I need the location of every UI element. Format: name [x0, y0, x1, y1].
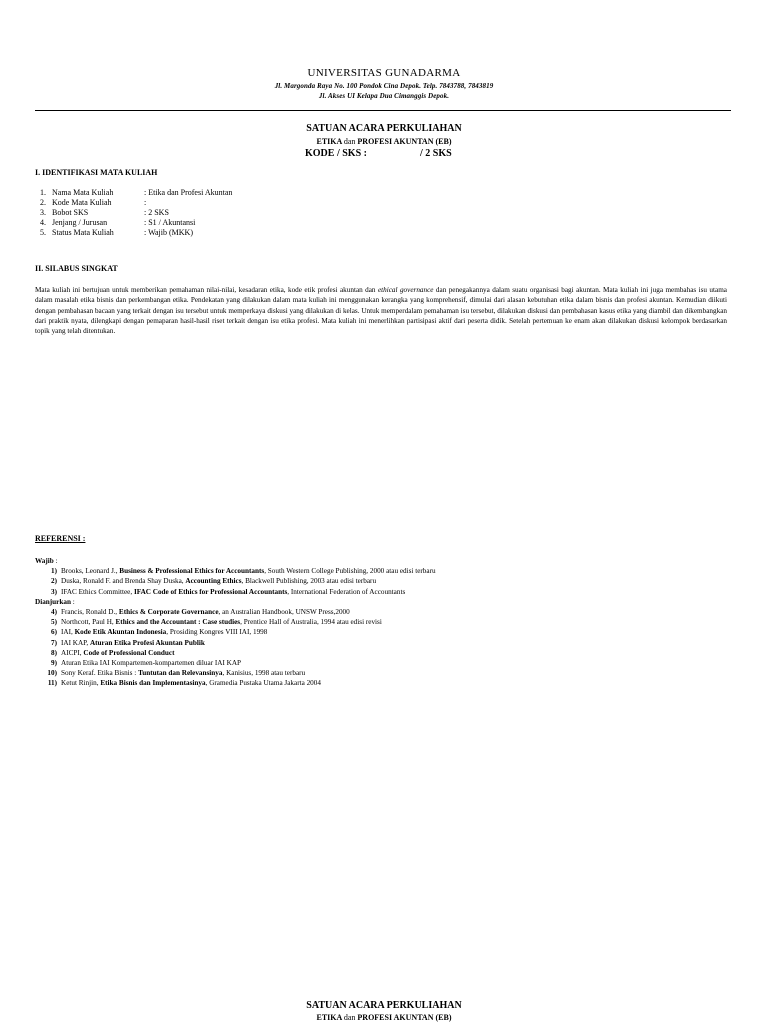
row-value: : S1 / Akuntansi	[144, 218, 196, 227]
footer-course-dan: dan	[343, 1013, 356, 1022]
footer-course-suffix: PROFESI AKUNTAN (EB)	[357, 1013, 452, 1022]
reference-number: 1)	[51, 567, 57, 576]
reference-author: Sony Keraf. Etika Bisnis :	[61, 669, 139, 678]
row-number: 3.	[40, 208, 46, 217]
reference-author: IAI,	[61, 628, 75, 637]
reference-number: 4)	[51, 607, 57, 616]
section-identifikasi-heading: I. IDENTIFIKASI MATA KULIAH	[35, 168, 158, 177]
reference-publisher: , an Australian Handbook, UNSW Press,2000	[218, 607, 350, 616]
row-value: : 2 SKS	[144, 208, 169, 217]
row-value: :	[144, 198, 147, 207]
kode-sks-label: KODE / SKS :	[305, 148, 367, 159]
reference-author: Francis, Ronald D.,	[61, 607, 119, 616]
row-label: Nama Mata Kuliah	[52, 188, 114, 197]
row-label: Kode Mata Kuliah	[52, 198, 112, 207]
reference-title: Kode Etik Akuntan Indonesia	[74, 628, 167, 637]
row-number: 1.	[40, 188, 46, 197]
reference-author: Ketut Rinjin,	[61, 679, 101, 688]
reference-title: Etika Bisnis dan Implementasinya	[100, 679, 206, 688]
reference-publisher: , Kanisius, 1998 atau terbaru	[222, 669, 306, 678]
wajib-colon: :	[53, 557, 58, 565]
reference-number: 2)	[51, 577, 57, 586]
reference-author: Duska, Ronald F. and Brenda Shay Duska,	[61, 577, 186, 586]
reference-title: Code of Professional Conduct	[83, 648, 175, 657]
footer-course-title	[0, 1013, 768, 1022]
reference-publisher: , International Federation of Accountants	[287, 587, 406, 596]
reference-author: Aturan Etika IAI Kompartemen-kompartemen diluar IAI KAP	[61, 658, 242, 667]
reference-number: 5)	[51, 618, 57, 627]
dianjurkan-label: Dianjurkan	[35, 597, 71, 606]
row-label: Bobot SKS	[52, 208, 89, 217]
course-title-prefix: ETIKA	[316, 137, 342, 146]
dianjurkan-colon: :	[70, 597, 75, 606]
course-title-dan: dan	[343, 137, 356, 146]
section-silabus-heading: II. SILABUS SINGKAT	[35, 264, 118, 273]
reference-title: Ethics & Corporate Governance	[118, 607, 219, 616]
reference-publisher: , Prentice Hall of Australia, 1994 atau edisi revisi	[240, 618, 382, 627]
reference-publisher: , Prosiding Kongres VIII IAI, 1998	[166, 628, 268, 637]
wajib-label: Wajib	[35, 557, 54, 565]
row-number: 2.	[40, 198, 46, 207]
reference-author: Northcott, Paul H,	[61, 618, 116, 627]
silabus-text-b: dan penegakannya dalam suatu organisasi bagi akuntan. Mata kuliah ini juga membahas isu utama dalam masalah etika bisnis dan perkembangan etika. Pendekatan yang dilakukan dalam mata kuliah ini menggunakan kerangka yang komprehensif, dimulai dari alasan kebutuhan etika dalam bisnis dan profesi akuntan. Kemudian diikuti dengan pembahasan bacaan yang terkait dengan isu tersebut untuk memperkaya diskusi yang dilakukan di kelas. Untuk memperdalam pemahaman isu tersebut, dilakukan diskusi dan pembahasan kasus etika yang diambil dan dikembangkan dari praktik nyata, dilengkapi dengan pemaparan hasil-hasil riset terkait dengan isu etika profesi. Mata kuliah ini menerlihkan partisipasi aktif dari peserta didik. Setelah pertemuan ke enam akan dilakukan diskusi kelompok berdasarkan topik yang telah ditentukan.	[35, 286, 727, 336]
footer-course-prefix: ETIKA	[316, 1013, 342, 1022]
reference-number: 3)	[51, 587, 57, 596]
row-value: : Wajib (MKK)	[144, 228, 193, 237]
reference-author: IAI KAP,	[61, 638, 90, 647]
kode-sks-value: / 2 SKS	[420, 148, 452, 159]
reference-number: 10)	[47, 669, 57, 678]
reference-number: 11)	[47, 679, 57, 688]
reference-title: Aturan Etika Profesi Akuntan Publik	[89, 638, 205, 647]
reference-title: IFAC Code of Ethics for Professional Accountants	[133, 587, 288, 596]
reference-author: AICPI,	[61, 648, 84, 657]
header-divider	[35, 110, 731, 111]
university-address-line-1: Jl. Margonda Raya No. 100 Pondok Cina Depok. Telp. 7843788, 7843819	[274, 82, 494, 90]
silabus-paragraph	[35, 285, 727, 336]
university-name: UNIVERSITAS GUNADARMA	[307, 67, 461, 79]
row-value: : Etika dan Profesi Akuntan	[144, 188, 233, 197]
silabus-text-a: Mata kuliah ini bertujuan untuk memberikan pemahaman nilai-nilai, kesadaran etika, kode etik profesi akuntan dan	[35, 286, 378, 294]
reference-title: Business & Professional Ethics for Accountants	[119, 567, 265, 576]
footer-document-title: SATUAN ACARA PERKULIAHAN	[306, 1000, 462, 1011]
silabus-text-italic: ethical governance	[377, 286, 434, 294]
reference-number: 9)	[51, 658, 57, 667]
course-title-suffix: PROFESI AKUNTAN (EB)	[357, 137, 452, 146]
row-label: Jenjang / Jurusan	[52, 218, 108, 227]
row-number: 5.	[40, 228, 46, 237]
reference-title: Accounting Ethics	[185, 577, 242, 586]
reference-title: Ethics and the Accountant : Case studies	[115, 618, 241, 627]
course-title	[0, 137, 768, 146]
document-title: SATUAN ACARA PERKULIAHAN	[306, 123, 462, 134]
referensi-heading: REFERENSI :	[35, 534, 86, 543]
reference-publisher: , Gramedia Pustaka Utama Jakarta 2004	[205, 679, 321, 688]
row-label: Status Mata Kuliah	[52, 228, 114, 237]
reference-number: 7)	[51, 638, 57, 647]
reference-number: 6)	[51, 628, 57, 637]
row-number: 4.	[40, 218, 46, 227]
university-address-line-2: Jl. Akses UI Kelapa Dua Cimanggis Depok.	[318, 92, 450, 100]
reference-author: IFAC Ethics Committee,	[61, 587, 134, 596]
reference-publisher: , South Western College Publishing, 2000 atau edisi terbaru	[264, 567, 436, 576]
reference-title: Tuntutan dan Relevansinya	[138, 669, 223, 678]
reference-publisher: , Blackwell Publishing, 2003 atau edisi terbaru	[241, 577, 377, 586]
reference-author: Brooks, Leonard J.,	[61, 567, 120, 576]
reference-number: 8)	[51, 648, 57, 657]
kode-sks-line	[305, 148, 452, 159]
